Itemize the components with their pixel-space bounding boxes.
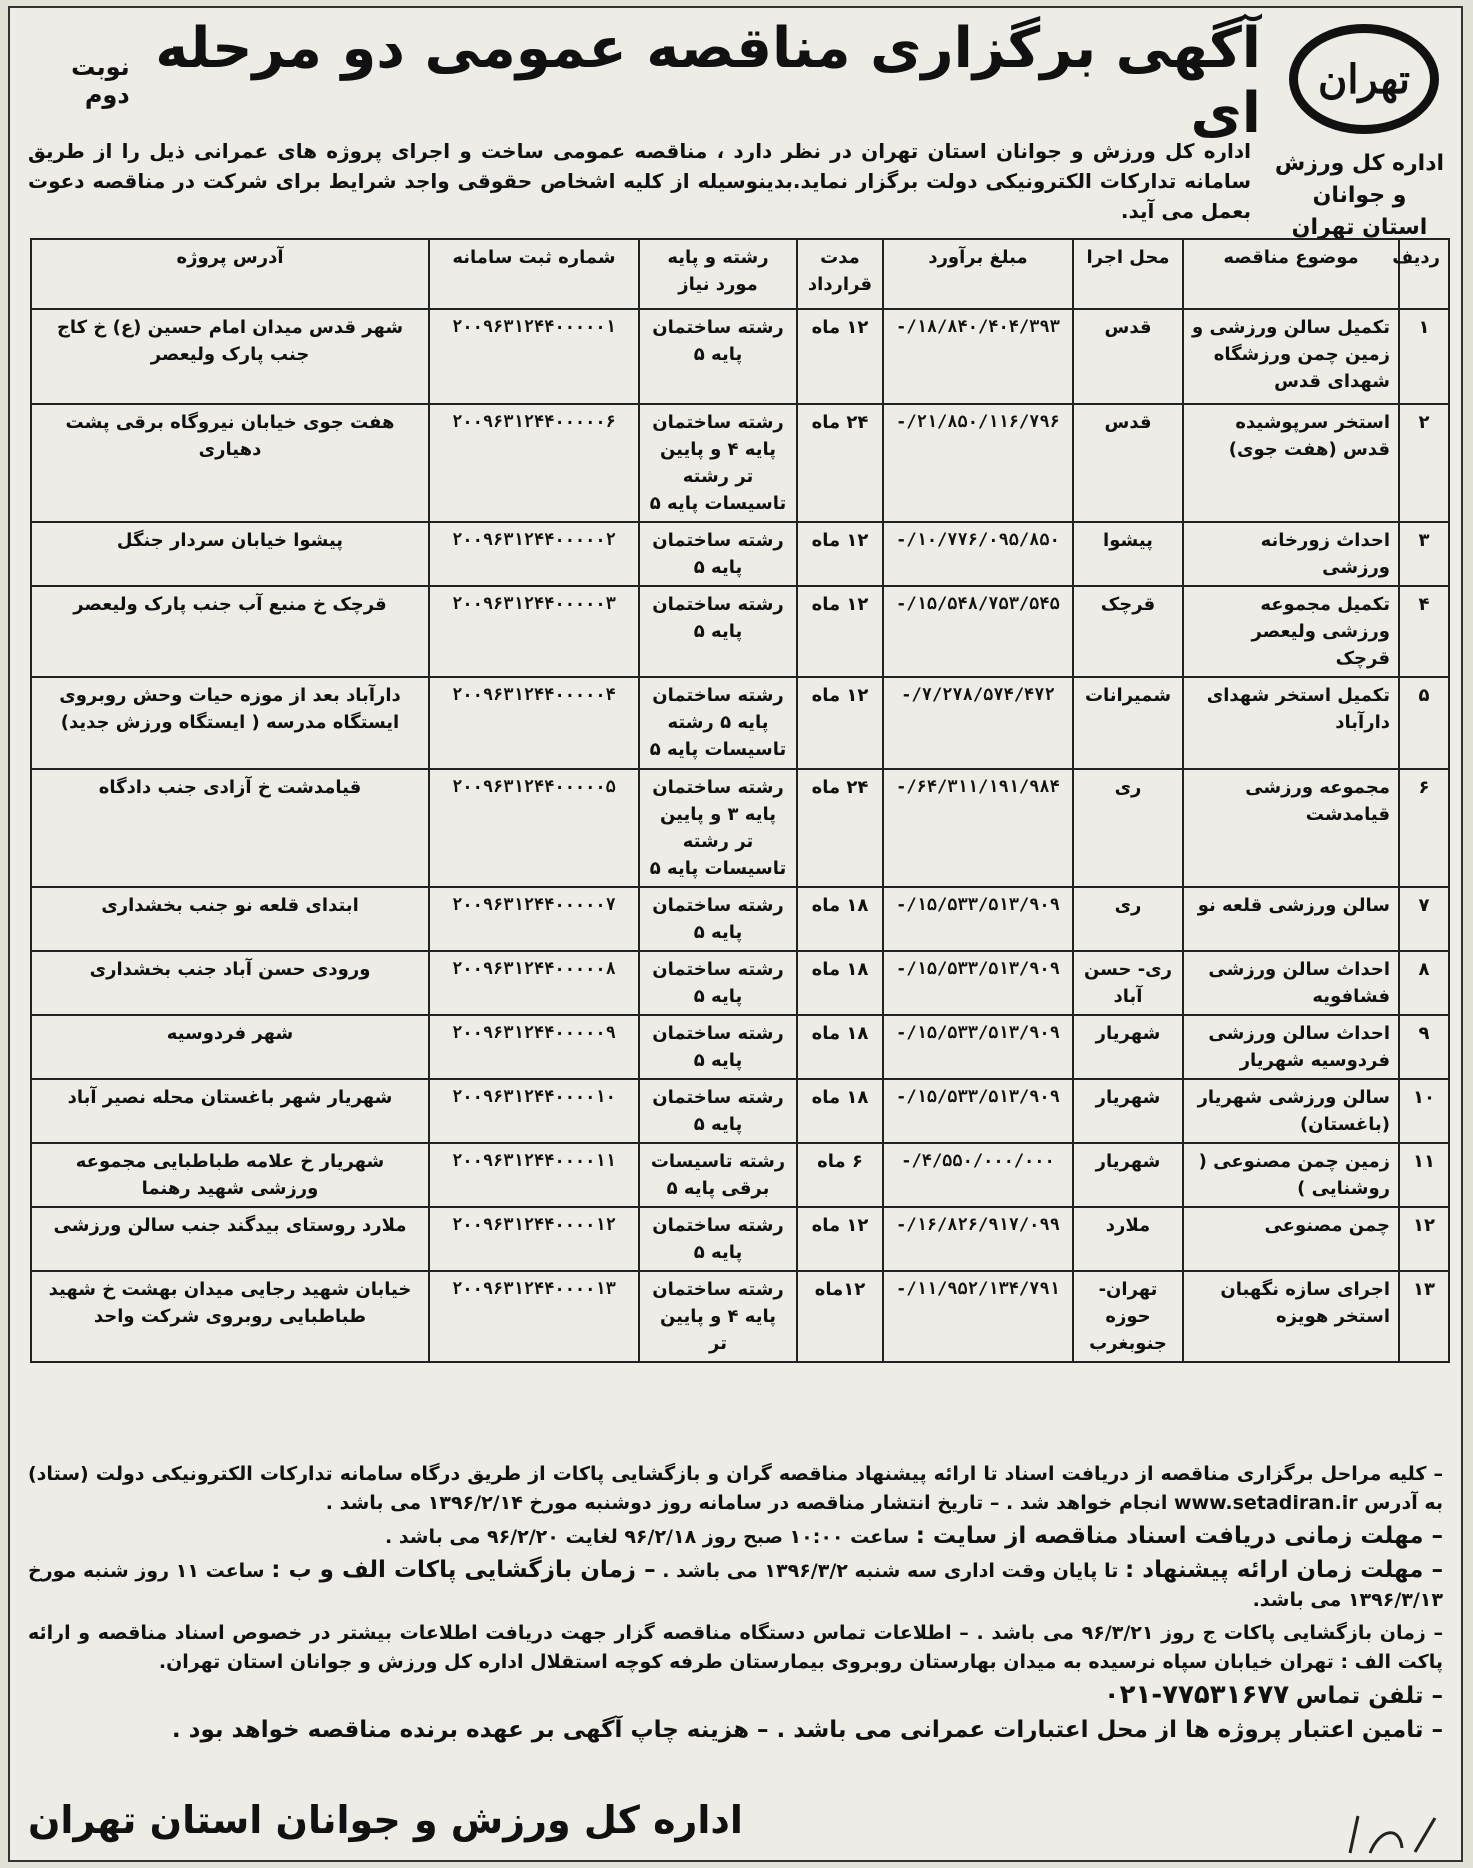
cell-location: ری- حسن آباد — [1073, 951, 1183, 1015]
logo-text: تهران — [1317, 55, 1411, 103]
cell-amount: -/۱۵/۵۳۳/۵۱۳/۹۰۹ — [883, 887, 1073, 951]
org-logo-icon — [1289, 24, 1439, 134]
table-row — [31, 951, 1449, 1015]
table-header-row — [31, 239, 1449, 309]
cell-no: ۲ — [1399, 404, 1449, 522]
cell-address: قیامدشت خ آزادی جنب دادگاه — [31, 769, 429, 887]
table-row — [31, 1079, 1449, 1143]
cell-field: رشته ساختمان پایه ۵ — [639, 1079, 797, 1143]
cell-reg: ۲۰۰۹۶۳۱۲۴۴۰۰۰۰۰۷ — [429, 887, 639, 951]
cell-reg: ۲۰۰۹۶۳۱۲۴۴۰۰۰۰۰۹ — [429, 1015, 639, 1079]
contact-phone: ۰۲۱-۷۷۵۳۱۶۷۷ — [1103, 1680, 1290, 1710]
cell-subject: تکمیل استخر شهدای دارآباد — [1183, 677, 1399, 769]
cell-location: قرچک — [1073, 586, 1183, 677]
cell-location: ری — [1073, 769, 1183, 887]
cell-no: ۱۲ — [1399, 1207, 1449, 1271]
col-duration: مدت قرارداد — [797, 239, 883, 309]
cell-no: ۷ — [1399, 887, 1449, 951]
cell-amount: -/۱۵/۵۳۳/۵۱۳/۹۰۹ — [883, 1015, 1073, 1079]
cell-reg: ۲۰۰۹۶۳۱۲۴۴۰۰۰۰۰۲ — [429, 522, 639, 586]
col-address: آدرس پروژه — [31, 239, 429, 309]
cell-reg: ۲۰۰۹۶۳۱۲۴۴۰۰۰۰۱۱ — [429, 1143, 639, 1207]
cell-subject: مجموعه ورزشی قیامدشت — [1183, 769, 1399, 887]
cell-reg: ۲۰۰۹۶۳۱۲۴۴۰۰۰۰۰۸ — [429, 951, 639, 1015]
notice-intro: اداره کل ورزش و جوانان استان تهران در نظر دارد ، مناقصه عمومی ساخت و اجرای پروژه های عمرانی ذیل را از طریق سامانه تدارکات الکترونیکی دولت برگزار نماید.بدینوسیله از کلیه اشخاص حقوقی واجد شرایط برای شرکت در مناقصه دعوت بعمل می آید. — [28, 139, 1251, 223]
note-3 — [28, 1556, 1443, 1615]
cell-field: رشته ساختمان پایه ۵ — [639, 586, 797, 677]
cell-amount: -/۱۵/۵۳۳/۵۱۳/۹۰۹ — [883, 1079, 1073, 1143]
cell-address: خیابان شهید رجایی میدان بهشت خ شهید طباطبایی روبروی شرکت واحد — [31, 1271, 429, 1362]
cell-subject: اجرای سازه نگهبان استخر هویزه — [1183, 1271, 1399, 1362]
org-name — [1272, 148, 1447, 244]
cell-duration: ۱۲ ماه — [797, 1207, 883, 1271]
table-body — [31, 309, 1449, 1362]
cell-no: ۱۱ — [1399, 1143, 1449, 1207]
cell-no: ۳ — [1399, 522, 1449, 586]
cell-no: ۴ — [1399, 586, 1449, 677]
col-field: رشته و پایه مورد نیاز — [639, 239, 797, 309]
cell-field: رشته ساختمان پایه ۴ و پایین تر رشته تاسیسات پایه ۵ — [639, 404, 797, 522]
cell-address: ورودی حسن آباد جنب بخشداری — [31, 951, 429, 1015]
cell-subject: سالن ورزشی شهریار (باغستان) — [1183, 1079, 1399, 1143]
cell-location: قدس — [1073, 309, 1183, 404]
cell-location: قدس — [1073, 404, 1183, 522]
note-2-text: ساعت ۱۰:۰۰ صبح روز ۹۶/۲/۱۸ لغایت ۹۶/۲/۲۰ می باشد . — [384, 1526, 910, 1548]
col-no: ردیف — [1399, 239, 1449, 309]
cell-address: شهر قدس میدان امام حسین (ع) خ کاج جنب پارک ولیعصر — [31, 309, 429, 404]
cell-duration: ۱۸ ماه — [797, 1079, 883, 1143]
cell-no: ۱۰ — [1399, 1079, 1449, 1143]
notice-turn: نوبت دوم — [71, 53, 130, 109]
cell-address: پیشوا خیابان سردار جنگل — [31, 522, 429, 586]
cell-reg: ۲۰۰۹۶۳۱۲۴۴۰۰۰۰۱۳ — [429, 1271, 639, 1362]
cell-reg: ۲۰۰۹۶۳۱۲۴۴۰۰۰۰۰۴ — [429, 677, 639, 769]
cell-duration: ۱۲ ماه — [797, 522, 883, 586]
table-row — [31, 1207, 1449, 1271]
cell-field: رشته تاسیسات برقی پایه ۵ — [639, 1143, 797, 1207]
table-row — [31, 887, 1449, 951]
cell-location: پیشوا — [1073, 522, 1183, 586]
cell-subject: تکمیل مجموعه ورزشی ولیعصر قرچک — [1183, 586, 1399, 677]
table-row — [31, 309, 1449, 404]
org-name-line2: استان تهران — [1291, 215, 1428, 240]
cell-reg: ۲۰۰۹۶۳۱۲۴۴۰۰۰۰۰۶ — [429, 404, 639, 522]
cell-subject: سالن ورزشی قلعه نو — [1183, 887, 1399, 951]
cell-amount: -/۱۵/۵۴۸/۷۵۳/۵۴۵ — [883, 586, 1073, 677]
cell-reg: ۲۰۰۹۶۳۱۲۴۴۰۰۰۰۰۳ — [429, 586, 639, 677]
table-row — [31, 1143, 1449, 1207]
cell-no: ۵ — [1399, 677, 1449, 769]
cell-field: رشته ساختمان پایه ۴ و پایین تر — [639, 1271, 797, 1362]
tender-table — [30, 238, 1450, 1363]
cell-subject: چمن مصنوعی — [1183, 1207, 1399, 1271]
cell-location: ری — [1073, 887, 1183, 951]
table-row — [31, 769, 1449, 887]
cell-duration: ۶ ماه — [797, 1143, 883, 1207]
col-amount: مبلغ برآورد — [883, 239, 1073, 309]
cell-amount: -/۱۸/۸۴۰/۴۰۴/۳۹۳ — [883, 309, 1073, 404]
cell-address: دارآباد بعد از موزه حیات وحش روبروی ایستگاه مدرسه ( ایستگاه ورزش جدید) — [31, 677, 429, 769]
cell-amount: -/۴/۵۵۰/۰۰۰/۰۰۰ — [883, 1143, 1073, 1207]
cell-subject: تکمیل سالن ورزشی و زمین چمن ورزشگاه شهدای قدس — [1183, 309, 1399, 404]
notice-notes — [28, 1460, 1443, 1749]
notice-header — [10, 8, 1461, 248]
handwritten-mark-icon — [1340, 1808, 1450, 1858]
cell-address: ابتدای قلعه نو جنب بخشداری — [31, 887, 429, 951]
cell-reg: ۲۰۰۹۶۳۱۲۴۴۰۰۰۰۰۵ — [429, 769, 639, 887]
cell-field: رشته ساختمان پایه ۵ — [639, 522, 797, 586]
cell-reg: ۲۰۰۹۶۳۱۲۴۴۰۰۰۰۱۰ — [429, 1079, 639, 1143]
cell-address: شهریار خ علامه طباطبایی مجموعه ورزشی شهید رهنما — [31, 1143, 429, 1207]
cell-no: ۱۳ — [1399, 1271, 1449, 1362]
cell-duration: ۱۲ ماه — [797, 309, 883, 404]
cell-amount: -/۱۱/۹۵۲/۱۳۴/۷۹۱ — [883, 1271, 1073, 1362]
cell-duration: ۲۴ ماه — [797, 404, 883, 522]
cell-duration: ۱۲ماه — [797, 1271, 883, 1362]
cell-duration: ۱۲ ماه — [797, 586, 883, 677]
cell-subject: احداث زورخانه ورزشی — [1183, 522, 1399, 586]
cell-amount: -/۱۰/۷۷۶/۰۹۵/۸۵۰ — [883, 522, 1073, 586]
note-5 — [28, 1681, 1443, 1712]
cell-no: ۱ — [1399, 309, 1449, 404]
cell-address: شهریار شهر باغستان محله نصیر آباد — [31, 1079, 429, 1143]
org-name-line1: اداره کل ورزش و جوانان — [1274, 151, 1445, 208]
cell-field: رشته ساختمان پایه ۳ و پایین تر رشته تاسیسات پایه ۵ — [639, 769, 797, 887]
cell-duration: ۱۸ ماه — [797, 951, 883, 1015]
title-row — [24, 16, 1261, 146]
cell-location: شمیرانات — [1073, 677, 1183, 769]
table-row — [31, 677, 1449, 769]
note-4: – زمان بازگشایی پاکات ج روز ۹۶/۳/۲۱ می باشد . – اطلاعات تماس دستگاه مناقصه گزار جهت دریافت اطلاعات بیشتر در خصوص اسناد مناقصه و ارائه پاکت الف : تهران خیابان سپاه نرسیده به میدان بهارستان روبروی بیمارستان طرفه کوچه استقلال اداره کل ورزش و جوانان استان تهران. — [28, 1622, 1443, 1673]
cell-no: ۸ — [1399, 951, 1449, 1015]
cell-field: رشته ساختمان پایه ۵ — [639, 887, 797, 951]
cell-field: رشته ساختمان پایه ۵ رشته تاسیسات پایه ۵ — [639, 677, 797, 769]
cell-subject: احداث سالن ورزشی فشافویه — [1183, 951, 1399, 1015]
cell-duration: ۱۲ ماه — [797, 677, 883, 769]
note-3-text: تا پایان وقت اداری سه شنبه ۱۳۹۶/۳/۲ می باشد . — [662, 1560, 1119, 1582]
cell-duration: ۱۸ ماه — [797, 1015, 883, 1079]
col-subject: موضوع مناقصه — [1183, 239, 1399, 309]
table-row — [31, 586, 1449, 677]
col-reg: شماره ثبت سامانه — [429, 239, 639, 309]
cell-duration: ۲۴ ماه — [797, 769, 883, 887]
cell-location: شهریار — [1073, 1015, 1183, 1079]
cell-amount: -/۲۱/۸۵۰/۱۱۶/۷۹۶ — [883, 404, 1073, 522]
cell-subject: زمین چمن مصنوعی ( روشنایی ) — [1183, 1143, 1399, 1207]
table-row — [31, 1271, 1449, 1362]
cell-duration: ۱۸ ماه — [797, 887, 883, 951]
note-5-label: – تلفن تماس — [1295, 1683, 1443, 1709]
cell-amount: -/۷/۲۷۸/۵۷۴/۴۷۲ — [883, 677, 1073, 769]
note-1: – کلیه مراحل برگزاری مناقصه از دریافت اسناد تا ارائه پیشنهاد مناقصه گران و بازگشایی پاکات از طریق درگاه سامانه تدارکات الکترونیکی دولت (ستاد) به آدرس www.setadiran.ir انجام خواهد شد . – تاریخ انتشار مناقصه در سامانه روز دوشنبه مورخ ۱۳۹۶/۲/۱۴ می باشد . — [28, 1463, 1443, 1514]
cell-address: ملارد روستای بیدگند جنب سالن ورزشی — [31, 1207, 429, 1271]
cell-reg: ۲۰۰۹۶۳۱۲۴۴۰۰۰۰۰۱ — [429, 309, 639, 404]
cell-field: رشته ساختمان پایه ۵ — [639, 1015, 797, 1079]
note-3-label: – مهلت زمان ارائه پیشنهاد : — [1125, 1557, 1443, 1583]
cell-amount: -/۶۴/۳۱۱/۱۹۱/۹۸۴ — [883, 769, 1073, 887]
note-2-label: – مهلت زمانی دریافت اسناد مناقصه از سایت : — [915, 1523, 1443, 1549]
note-3b-text: ساعت ۱۱ روز شنبه مورخ ۱۳۹۶/۳/۱۳ می باشد. — [28, 1560, 1443, 1611]
note-6 — [28, 1716, 1443, 1745]
cell-address: هفت جوی خیابان نیروگاه برقی پشت دهیاری — [31, 404, 429, 522]
cell-no: ۶ — [1399, 769, 1449, 887]
cell-location: ملارد — [1073, 1207, 1183, 1271]
note-2 — [28, 1522, 1443, 1552]
cell-address: قرچک خ منبع آب جنب پارک ولیعصر — [31, 586, 429, 677]
notice-title: آگهی برگزاری مناقصه عمومی دو مرحله ای — [155, 16, 1261, 146]
tender-notice — [8, 6, 1463, 1862]
note-6a: – تامین اعتبار پروژه ها از محل اعتبارات عمرانی می باشد . — [776, 1717, 1443, 1743]
cell-reg: ۲۰۰۹۶۳۱۲۴۴۰۰۰۰۱۲ — [429, 1207, 639, 1271]
table-row — [31, 404, 1449, 522]
footer-signature: اداره کل ورزش و جوانان استان تهران — [28, 1798, 743, 1842]
cell-no: ۹ — [1399, 1015, 1449, 1079]
cell-location: شهریار — [1073, 1079, 1183, 1143]
cell-subject: احداث سالن ورزشی فردوسیه شهریار — [1183, 1015, 1399, 1079]
cell-subject: استخر سرپوشیده قدس (هفت جوی) — [1183, 404, 1399, 522]
table-row — [31, 522, 1449, 586]
cell-field: رشته ساختمان پایه ۵ — [639, 951, 797, 1015]
cell-location: شهریار — [1073, 1143, 1183, 1207]
note-6b: – هزینه چاپ آگهی بر عهده برنده مناقصه خواهد بود . — [171, 1717, 769, 1743]
note-3b-label: – زمان بازگشایی پاکات الف و ب : — [271, 1557, 656, 1583]
cell-field: رشته ساختمان پایه ۵ — [639, 1207, 797, 1271]
cell-location: تهران- حوزه جنوبغرب — [1073, 1271, 1183, 1362]
cell-amount: -/۱۶/۸۲۶/۹۱۷/۰۹۹ — [883, 1207, 1073, 1271]
cell-address: شهر فردوسیه — [31, 1015, 429, 1079]
col-location: محل اجرا — [1073, 239, 1183, 309]
table-row — [31, 1015, 1449, 1079]
cell-field: رشته ساختمان پایه ۵ — [639, 309, 797, 404]
cell-amount: -/۱۵/۵۳۳/۵۱۳/۹۰۹ — [883, 951, 1073, 1015]
